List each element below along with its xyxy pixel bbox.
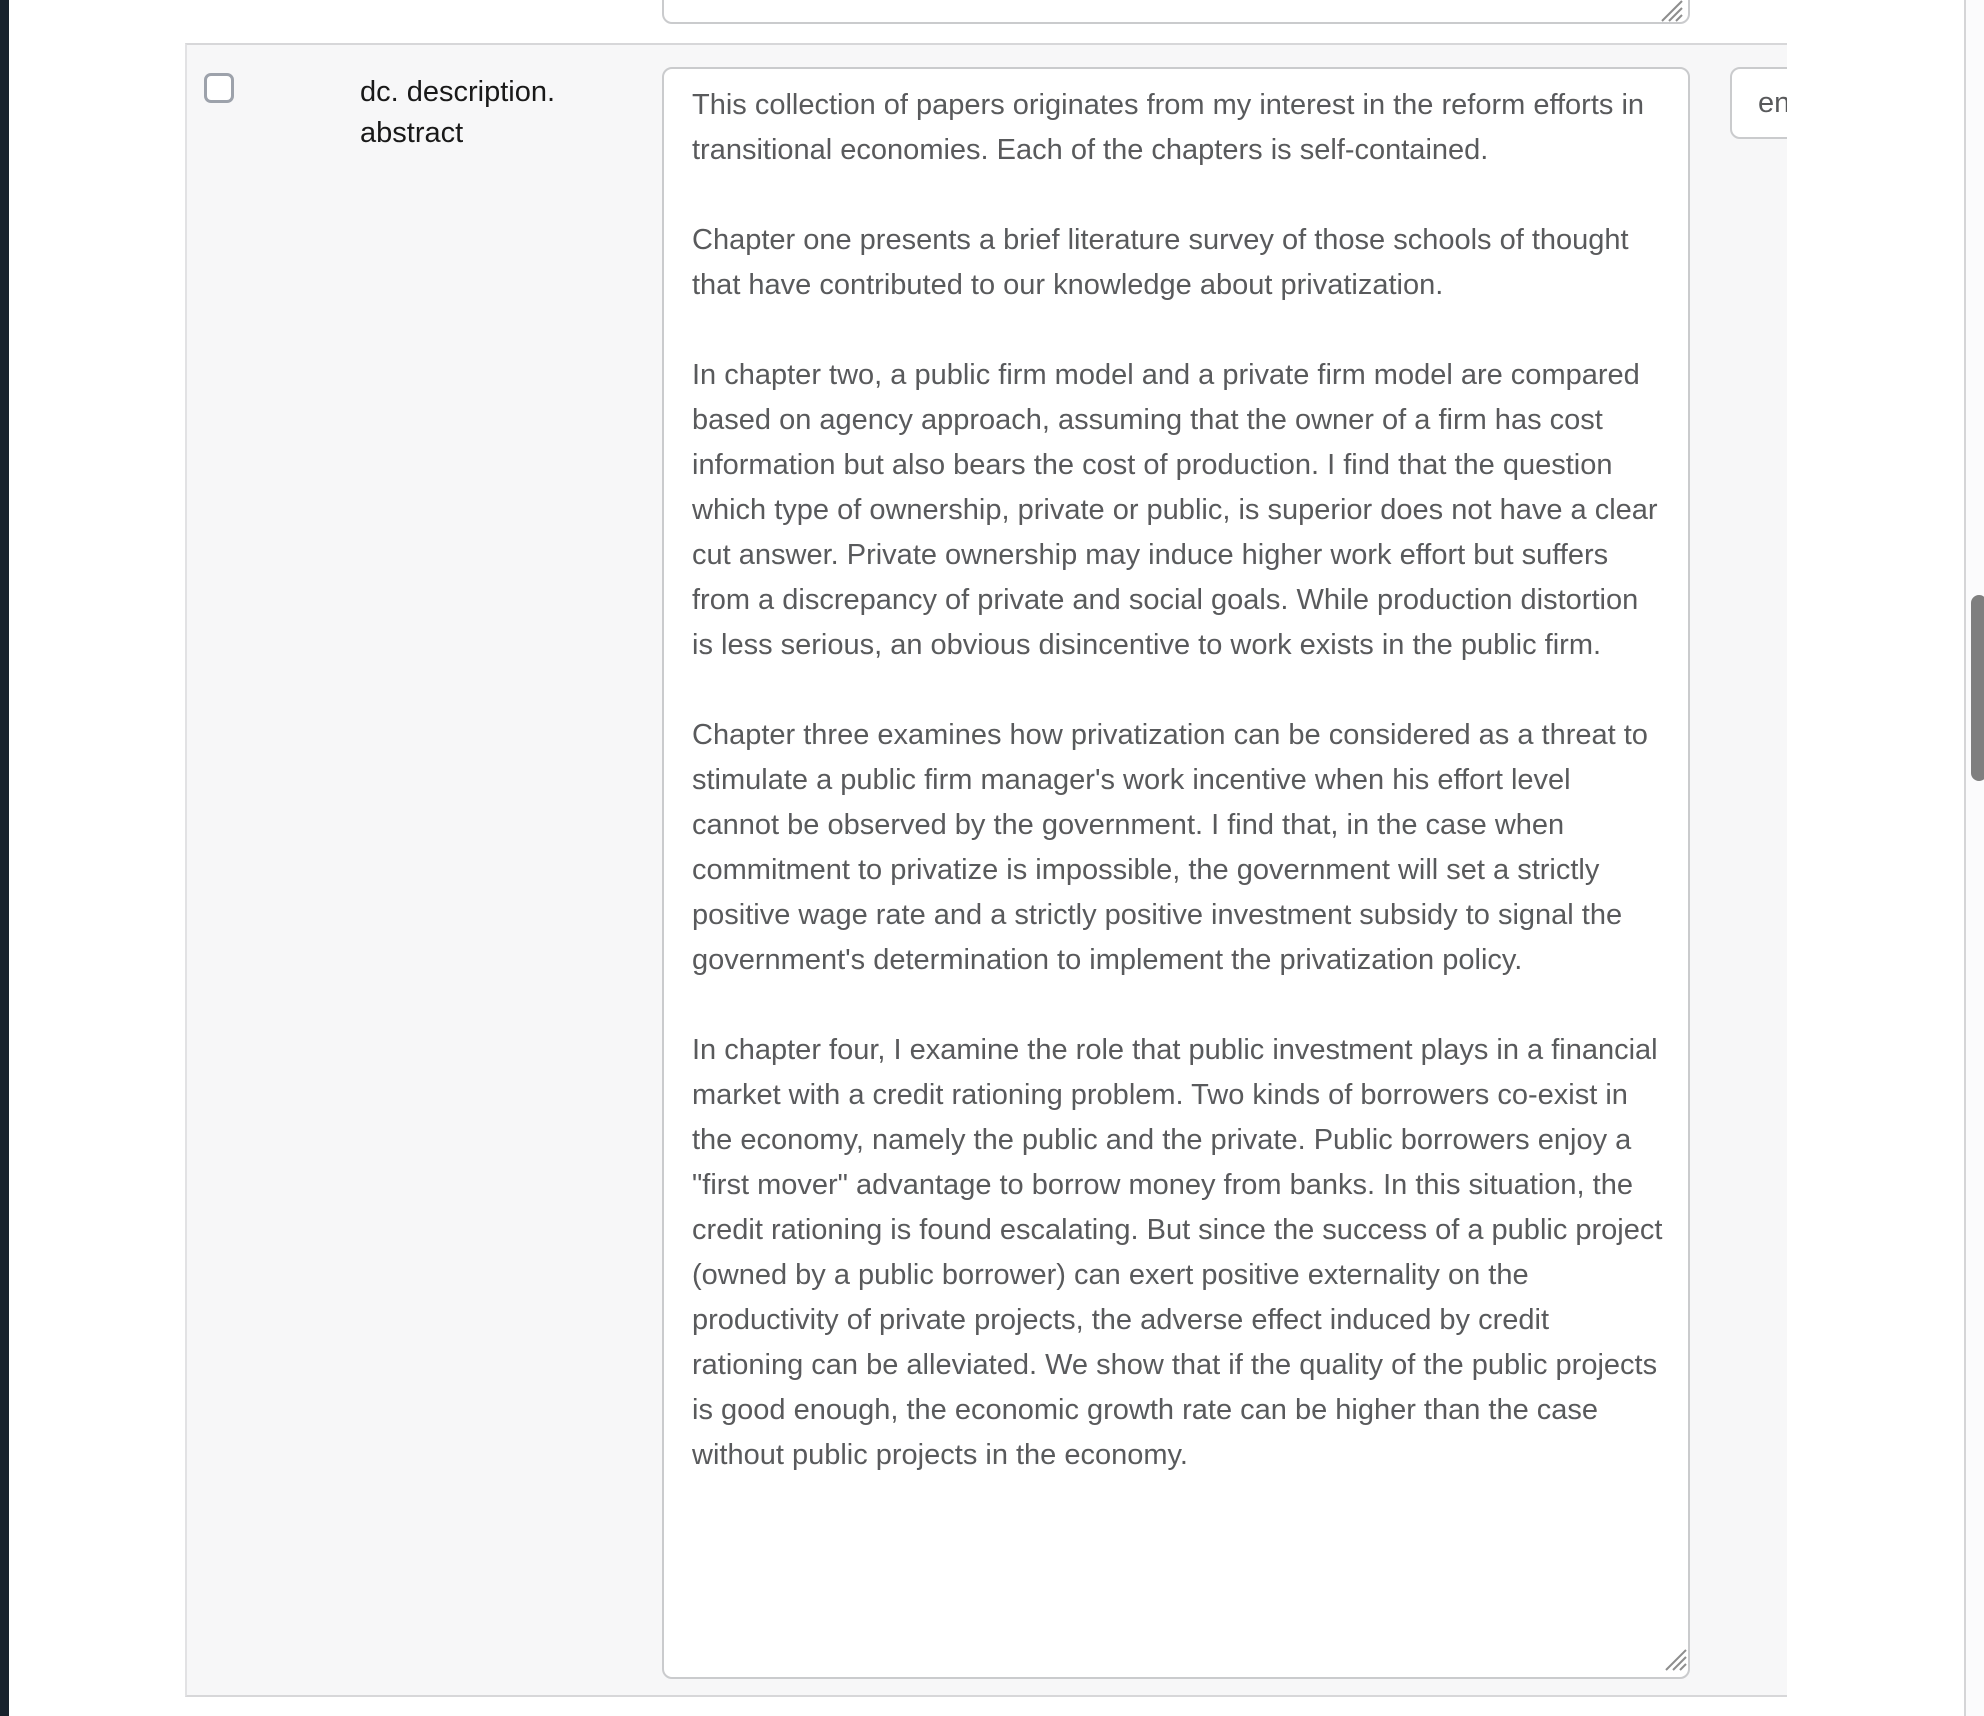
scrollbar-thumb[interactable]	[1971, 595, 1984, 781]
field-select-checkbox[interactable]	[204, 73, 234, 103]
vertical-scrollbar[interactable]	[1964, 0, 1984, 1716]
language-input[interactable]	[1730, 67, 1787, 139]
metadata-row	[185, 43, 1787, 1697]
previous-field-textarea[interactable]	[662, 0, 1690, 24]
abstract-textarea[interactable]	[662, 67, 1690, 1679]
window-edge-bar	[0, 0, 9, 1716]
field-name-label: dc. description. abstract	[360, 76, 556, 149]
resize-handle-icon[interactable]	[1656, 0, 1684, 23]
resize-handle-icon[interactable]	[1660, 1646, 1688, 1672]
